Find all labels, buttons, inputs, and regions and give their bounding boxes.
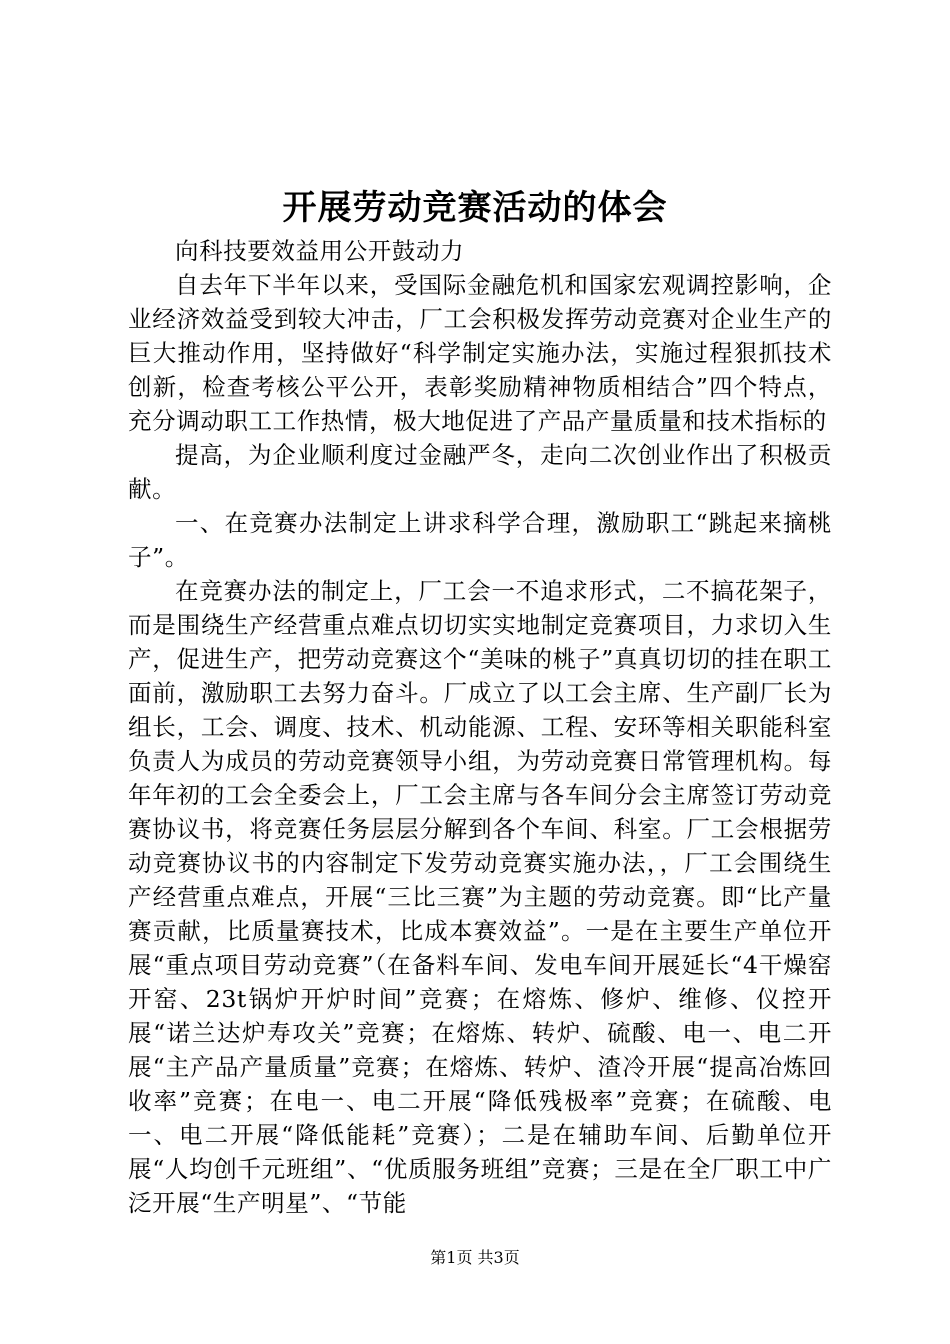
section-heading-1: 一、在竞赛办法制定上讲求科学合理，激励职工“跳起来摘桃子”。 bbox=[128, 509, 832, 571]
page-footer: 第1页 共3页 bbox=[430, 1248, 520, 1267]
paragraph-intro-continued: 提高，为企业顺利度过金融严冬，走向二次创业作出了积极贡献。 bbox=[128, 441, 832, 503]
paragraph-subtitle: 向科技要效益用公开鼓动力 bbox=[175, 237, 465, 265]
document-title: 开展劳动竞赛活动的体会 bbox=[282, 188, 668, 228]
document-body bbox=[128, 234, 832, 1220]
paragraph-section-1: 在竞赛办法的制定上，厂工会一不追求形式，二不搞花架子，而是围绕生产经营重点难点切切实实地制定竞赛项目，力求切入生产，促进生产，把劳动竞赛这个“美味的桃子”真真切切的挂在职工面前，激励职工去努力奋斗。厂成立了以工会主席、生产副厂长为组长，工会、调度、技术、机动能源、工程、安环等相关职能科室负责人为成员的劳动竞赛领导小组，为劳动竞赛日常管理机构。每年年初的工会全委会上，厂工会主席与各车间分会主席签订劳动竞赛协议书，将竞赛任务层层分解到各个车间、科室。厂工会根据劳动竞赛协议书的内容制定下发劳动竞赛实施办法，，厂工会围绕生产经营重点难点，开展“三比三赛”为主题的劳动竞赛。即“比产量赛贡献，比质量赛技术，比成本赛效益”。一是在主要生产单位开展“重点项目劳动竞赛”（在备料车间、发电车间开展延长“4干燥窑开窑、23t锅炉开炉时间”竞赛；在熔炼、修炉、维修、仪控开展“诺兰达炉寿攻关”竞赛；在熔炼、转炉、硫酸、电一、电二开展“主产品产量质量”竞赛；在熔炼、转炉、渣冷开展“提高冶炼回收率”竞赛；在电一、电二开展“降低残极率”竞赛；在硫酸、电一、电二开展“降低能耗”竞赛）；二是在辅助车间、后勤单位开展“人均创千元班组”、“优质服务班组”竞赛；三是在全厂职工中广泛开展“生产明星”、“节能 bbox=[128, 577, 832, 1217]
paragraph-intro: 自去年下半年以来，受国际金融危机和国家宏观调控影响，企业经济效益受到较大冲击，厂工会积极发挥劳动竞赛对企业生产的巨大推动作用，坚持做好“科学制定实施办法，实施过程狠抓技术创新，检查考核公平公开，表彰奖励精神物质相结合”四个特点，充分调动职工工作热情，极大地促进了产品产量质量和技术指标的 bbox=[128, 271, 832, 435]
